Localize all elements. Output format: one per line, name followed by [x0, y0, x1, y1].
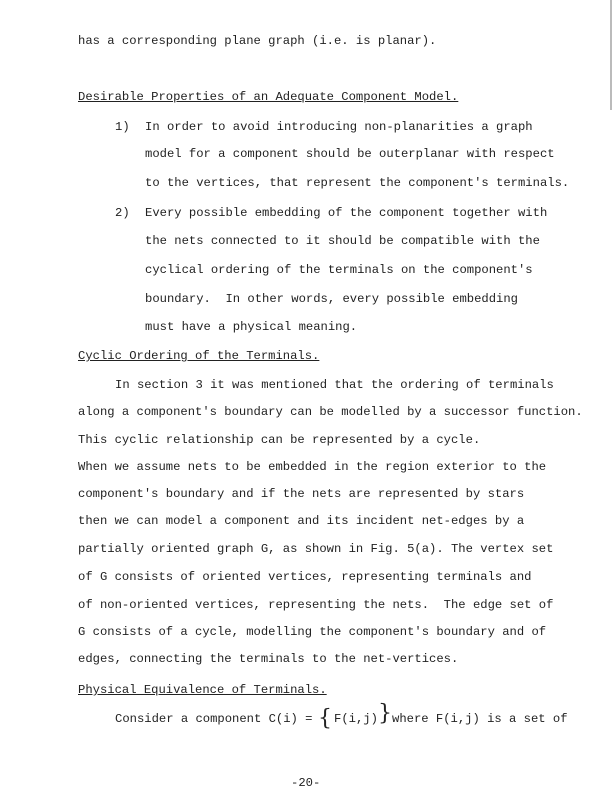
para-line: edges, connecting the terminals to the net-vertices. — [78, 652, 459, 666]
item-number: 2) — [115, 206, 130, 220]
page-number: -20- — [291, 776, 321, 790]
para-line: then we can model a component and its incident net-edges by a — [78, 514, 525, 528]
set-expression: F(i,j) — [334, 712, 378, 726]
item-line: to the vertices, that represent the component's terminals. — [145, 176, 570, 190]
para-line: along a component's boundary can be modelled by a successor function. — [78, 405, 583, 419]
item-line: must have a physical meaning. — [145, 320, 358, 334]
para-line-start: Consider a component C(i) = — [115, 712, 313, 726]
para-line: of G consists of oriented vertices, representing terminals and — [78, 570, 532, 584]
para-line: This cyclic relationship can be represented by a cycle. — [78, 433, 481, 447]
para-line: component's boundary and if the nets are represented by stars — [78, 487, 525, 501]
item-line: the nets connected to it should be compatible with the — [145, 234, 540, 248]
para-line: of non-oriented vertices, representing the nets. The edge set of — [78, 598, 554, 612]
para-line: When we assume nets to be embedded in the region exterior to the — [78, 460, 547, 474]
section-heading-properties: Desirable Properties of an Adequate Component Model. — [78, 90, 459, 104]
item-line: Every possible embedding of the component together with — [145, 206, 548, 220]
section-heading-equivalence: Physical Equivalence of Terminals. — [78, 683, 327, 697]
item-line: boundary. In other words, every possible embedding — [145, 292, 518, 306]
item-line: model for a component should be outerplanar with respect — [145, 147, 555, 161]
para-line: G consists of a cycle, modelling the component's boundary and of — [78, 625, 547, 639]
item-number: 1) — [115, 120, 130, 134]
brace-left: { — [318, 706, 332, 731]
para-line: In section 3 it was mentioned that the ordering of terminals — [115, 378, 554, 392]
intro-line: has a corresponding plane graph (i.e. is planar). — [78, 34, 437, 48]
para-line: partially oriented graph G, as shown in Fig. 5(a). The vertex set — [78, 542, 554, 556]
item-line: cyclical ordering of the terminals on the component's — [145, 263, 533, 277]
section-heading-cyclic: Cyclic Ordering of the Terminals. — [78, 349, 320, 363]
brace-right: } — [378, 701, 392, 726]
item-line: In order to avoid introducing non-planarities a graph — [145, 120, 533, 134]
para-line-end: where F(i,j) is a set of — [392, 712, 568, 726]
